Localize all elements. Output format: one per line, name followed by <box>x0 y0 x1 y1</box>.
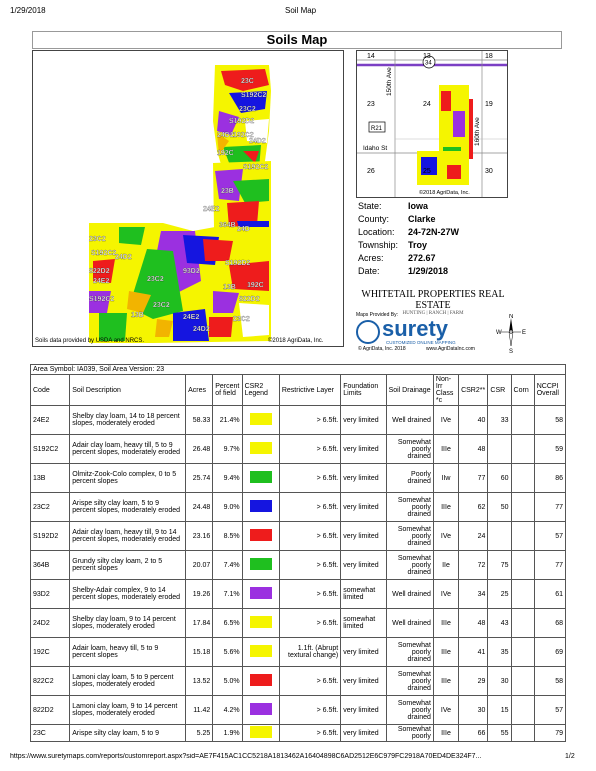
cell-acres: 19.26 <box>186 580 213 609</box>
column-header: Percent of field <box>213 375 242 406</box>
cell-acres: 5.25 <box>186 725 213 742</box>
cell-cls: IIw <box>433 464 458 493</box>
cell-code: 24E2 <box>31 406 70 435</box>
column-header: Soil Drainage <box>386 375 433 406</box>
cell-desc: Adair clay loam, heavy till, 9 to 14 percent slopes, moderately eroded <box>70 522 186 551</box>
cell-acres: 20.07 <box>186 551 213 580</box>
column-header: Soil Description <box>70 375 186 406</box>
cell-corn <box>511 406 534 435</box>
cell-found: very limited <box>341 638 386 667</box>
footer-url[interactable]: https://www.suretymaps.com/reports/customreport.aspx?sid=AE7F415AC1CC5218A1813462A16404898C6AD2512E6C979FC2918A70ED4DE324F7... <box>10 753 482 760</box>
cell-restr: > 6.5ft. <box>279 667 340 696</box>
cell-pct: 8.5% <box>213 522 242 551</box>
cell-drain: Somewhat poorly <box>386 725 433 742</box>
table-row <box>31 725 566 742</box>
cell-acres: 11.42 <box>186 696 213 725</box>
surety-sub: CUSTOMIZED ONLINE MAPPING <box>386 340 456 345</box>
csr2-legend-swatch <box>250 587 272 599</box>
soil-map-label: 24D <box>237 226 250 233</box>
cell-acres: 17.84 <box>186 609 213 638</box>
info-key: Location: <box>358 227 395 237</box>
cell-csr2: 34 <box>459 580 488 609</box>
cell-corn <box>511 725 534 742</box>
location-map-credit: ©2018 AgriData, Inc. <box>419 190 470 196</box>
table-row <box>31 667 566 696</box>
csr2-legend-swatch <box>250 471 272 483</box>
cell-csr2: 24 <box>459 522 488 551</box>
cell-code: 822C2 <box>31 667 70 696</box>
cell-code: 93D2 <box>31 580 70 609</box>
cell-drain: Well drained <box>386 406 433 435</box>
soil-map-label: 24D2 <box>115 254 132 261</box>
table-body <box>31 406 566 742</box>
cell-found: somewhat limited <box>341 580 386 609</box>
cell-found: very limited <box>341 725 386 742</box>
cell-drain: Somewhat poorly drained <box>386 493 433 522</box>
info-row <box>358 200 459 213</box>
soil-map-label: 23C <box>241 78 254 85</box>
table-row <box>31 580 566 609</box>
maps-provided-label: Maps Provided By: <box>356 312 398 318</box>
cell-code: 23C <box>31 725 70 742</box>
section-number: 23 <box>367 101 375 108</box>
cell-code: 192C <box>31 638 70 667</box>
cell-corn <box>511 435 534 464</box>
cell-cls: IVe <box>433 580 458 609</box>
print-date: 1/29/2018 <box>10 6 46 15</box>
cell-found: somewhat limited <box>341 609 386 638</box>
cell-csr2: 30 <box>459 696 488 725</box>
soil-map-label: 24E2 <box>203 206 220 213</box>
cell-pct: 6.5% <box>213 609 242 638</box>
cell-nccpi: 57 <box>534 696 565 725</box>
cell-corn <box>511 522 534 551</box>
cell-code: S192C2 <box>31 435 70 464</box>
cell-csr2: 29 <box>459 667 488 696</box>
cell-restr: > 6.5ft. <box>279 725 340 742</box>
cell-desc: Lamoni clay loam, 5 to 9 percent slopes, moderately eroded <box>70 667 186 696</box>
cell-nccpi: 58 <box>534 667 565 696</box>
info-row <box>358 226 459 239</box>
csr2-legend-swatch <box>250 442 272 454</box>
cell-csr: 50 <box>488 493 511 522</box>
cell-csr2: 40 <box>459 406 488 435</box>
soil-map-label: 192C2 <box>233 132 254 139</box>
column-header: Code <box>31 375 70 406</box>
column-header: Corn <box>511 375 534 406</box>
cell-code: 822D2 <box>31 696 70 725</box>
cell-csr: 60 <box>488 464 511 493</box>
compass-icon <box>496 314 526 354</box>
cell-nccpi: 59 <box>534 435 565 464</box>
surety-wordmark: surety <box>382 316 449 341</box>
footer-page: 1/2 <box>565 753 575 760</box>
cell-nccpi: 79 <box>534 725 565 742</box>
print-title: Soil Map <box>285 6 317 15</box>
info-value: 24-72N-27W <box>408 227 460 237</box>
column-header: Acres <box>186 375 213 406</box>
cell-nccpi: 77 <box>534 551 565 580</box>
cell-found: very limited <box>341 435 386 464</box>
csr2-legend-cell <box>242 580 279 609</box>
cell-cls: IIIe <box>433 609 458 638</box>
us-highway-shield: 34 <box>425 60 432 67</box>
cell-desc: Adair clay loam, heavy till, 5 to 9 percent slopes, moderately eroded <box>70 435 186 464</box>
cell-pct: 7.4% <box>213 551 242 580</box>
cell-found: very limited <box>341 493 386 522</box>
column-header: Restrictive Layer <box>279 375 340 406</box>
info-value: Iowa <box>408 201 429 211</box>
location-map-graphic <box>357 51 507 197</box>
cell-corn <box>511 551 534 580</box>
section-number: 14 <box>367 53 375 60</box>
soil-map-label: 822D2 <box>239 296 260 303</box>
section-number: 25 <box>423 168 431 175</box>
surety-url: www.AgriDataInc.com <box>426 346 475 352</box>
cell-pct: 9.4% <box>213 464 242 493</box>
cell-acres: 25.74 <box>186 464 213 493</box>
cell-code: 13B <box>31 464 70 493</box>
info-row <box>358 252 459 265</box>
cell-nccpi: 57 <box>534 522 565 551</box>
csr2-legend-swatch <box>250 558 272 570</box>
cell-cls: IVe <box>433 696 458 725</box>
cell-found: very limited <box>341 406 386 435</box>
cell-drain: Somewhat poorly drained <box>386 522 433 551</box>
soil-map-label: 23C2 <box>239 106 256 113</box>
page-title: Soils Map <box>32 31 562 49</box>
cell-csr2: 48 <box>459 609 488 638</box>
soils-map-graphic <box>33 51 343 346</box>
road-label: Idaho St <box>363 145 388 152</box>
cell-csr2: 48 <box>459 435 488 464</box>
cell-cls: IVe <box>433 406 458 435</box>
cell-restr: > 6.5ft. <box>279 580 340 609</box>
table-row <box>31 435 566 464</box>
cell-acres: 26.48 <box>186 435 213 464</box>
cell-code: 24D2 <box>31 609 70 638</box>
soil-map-label: 23C2 <box>89 236 106 243</box>
info-key: State: <box>358 201 382 211</box>
lower-block <box>89 223 271 343</box>
cell-cls: IIIe <box>433 435 458 464</box>
cell-restr: > 6.5ft. <box>279 551 340 580</box>
cell-csr2: 77 <box>459 464 488 493</box>
cell-acres: 24.48 <box>186 493 213 522</box>
whitetail-sub: HUNTING | RANCH | FARM <box>402 311 464 316</box>
section-number: 19 <box>485 101 493 108</box>
section-number: 24 <box>423 101 431 108</box>
cell-drain: Well drained <box>386 609 433 638</box>
info-row <box>358 239 459 252</box>
cell-pct: 4.2% <box>213 696 242 725</box>
cell-cls: IVe <box>433 522 458 551</box>
soil-map-label: S192D2 <box>225 260 251 267</box>
cell-drain: Somewhat poorly drained <box>386 696 433 725</box>
csr2-legend-cell <box>242 609 279 638</box>
soil-map-label: 364B <box>219 222 236 229</box>
cell-corn <box>511 696 534 725</box>
cell-csr <box>488 522 511 551</box>
section-number: 18 <box>485 53 493 60</box>
cell-nccpi: 58 <box>534 406 565 435</box>
info-value: Clarke <box>408 214 436 224</box>
csr2-legend-cell <box>242 493 279 522</box>
info-row <box>358 213 459 226</box>
csr2-legend-swatch <box>250 413 272 425</box>
soil-map-label: 24D2 <box>193 326 210 333</box>
csr2-legend-cell <box>242 435 279 464</box>
section-number: 26 <box>367 168 375 175</box>
cell-csr: 25 <box>488 580 511 609</box>
whitetail-name: WHITETAIL PROPERTIES REAL ESTATE <box>361 289 505 311</box>
csr2-legend-cell <box>242 522 279 551</box>
cell-acres: 15.18 <box>186 638 213 667</box>
soils-map[interactable] <box>32 50 344 347</box>
soil-map-label: S192C2 <box>91 250 117 257</box>
column-header: Non-Irr Class *c <box>433 375 458 406</box>
cell-corn <box>511 464 534 493</box>
csr2-legend-swatch <box>250 500 272 512</box>
cell-nccpi: 69 <box>534 638 565 667</box>
column-header: CSR2 Legend <box>242 375 279 406</box>
cell-restr: > 6.5ft. <box>279 522 340 551</box>
cell-cls: IIIe <box>433 493 458 522</box>
soil-map-label: S192C2 <box>241 92 267 99</box>
cell-csr: 33 <box>488 406 511 435</box>
cell-corn <box>511 580 534 609</box>
info-key: County: <box>358 214 390 224</box>
cell-cls: IIe <box>433 551 458 580</box>
soil-map-label: 23C2 <box>233 316 250 323</box>
cell-csr: 30 <box>488 667 511 696</box>
cell-csr: 55 <box>488 725 511 742</box>
cell-csr: 75 <box>488 551 511 580</box>
cell-cls: IIIe <box>433 638 458 667</box>
csr2-legend-swatch <box>250 703 272 715</box>
section-number: 30 <box>485 168 493 175</box>
cell-pct: 21.4% <box>213 406 242 435</box>
csr2-legend-cell <box>242 551 279 580</box>
info-key: Acres: <box>358 253 384 263</box>
cell-csr: 15 <box>488 696 511 725</box>
cell-desc: Grundy silty clay loam, 2 to 5 percent slopes <box>70 551 186 580</box>
soil-map-label: S192C2 <box>243 164 269 171</box>
cell-nccpi: 86 <box>534 464 565 493</box>
cell-csr2: 66 <box>459 725 488 742</box>
cell-desc: Arispe silty clay loam, 5 to 9 percent slopes, moderately eroded <box>70 493 186 522</box>
column-header: CSR2** <box>459 375 488 406</box>
cell-restr: > 6.5ft. <box>279 696 340 725</box>
table-row <box>31 522 566 551</box>
csr2-legend-cell <box>242 464 279 493</box>
info-value: Troy <box>408 240 428 250</box>
section-number: 13 <box>423 53 431 60</box>
cell-cls: IIIe <box>433 667 458 696</box>
info-key: Township: <box>358 240 399 250</box>
cell-corn <box>511 493 534 522</box>
county-road-shield: R21 <box>371 126 383 132</box>
table-row <box>31 696 566 725</box>
csr2-legend-cell <box>242 667 279 696</box>
cell-csr2: 72 <box>459 551 488 580</box>
road-label: 160th Ave <box>474 117 481 146</box>
cell-desc: Adair loam, heavy till, 5 to 9 percent slopes <box>70 638 186 667</box>
cell-pct: 7.1% <box>213 580 242 609</box>
cell-drain: Somewhat poorly drained <box>386 667 433 696</box>
soil-map-label: S192C2 <box>89 296 115 303</box>
cell-acres: 23.16 <box>186 522 213 551</box>
cell-found: very limited <box>341 464 386 493</box>
cell-csr: 43 <box>488 609 511 638</box>
cell-found: very limited <box>341 667 386 696</box>
soil-map-label: 93D2 <box>183 268 200 275</box>
cell-nccpi: 68 <box>534 609 565 638</box>
table-row <box>31 638 566 667</box>
cell-desc: Lamoni clay loam, 9 to 14 percent slopes, moderately eroded <box>70 696 186 725</box>
soils-table <box>30 364 566 742</box>
table-header-row <box>31 375 566 406</box>
info-key: Date: <box>358 266 380 276</box>
csr2-legend-swatch <box>250 726 272 738</box>
soil-map-label: 23C2 <box>153 302 170 309</box>
cell-drain: Somewhat poorly drained <box>386 638 433 667</box>
column-header: CSR <box>488 375 511 406</box>
cell-pct: 5.6% <box>213 638 242 667</box>
cell-csr <box>488 435 511 464</box>
table-row <box>31 493 566 522</box>
cell-desc: Arispe silty clay loam, 5 to 9 <box>70 725 186 742</box>
cell-desc: Shelby clay loam, 9 to 14 percent slopes, moderately eroded <box>70 609 186 638</box>
cell-found: very limited <box>341 551 386 580</box>
cell-pct: 1.9% <box>213 725 242 742</box>
info-value: 1/29/2018 <box>408 266 449 276</box>
cell-drain: Well drained <box>386 580 433 609</box>
map-credit-left: Soils data provided by USDA and NRCS. <box>35 338 145 344</box>
info-row <box>358 265 459 278</box>
cell-code: S192D2 <box>31 522 70 551</box>
compass-letter: E <box>522 330 526 336</box>
soil-map-label: 13B <box>131 312 144 319</box>
cell-csr: 35 <box>488 638 511 667</box>
location-map[interactable] <box>356 50 508 198</box>
table-row <box>31 609 566 638</box>
cell-nccpi: 61 <box>534 580 565 609</box>
cell-cls: IIIe <box>433 725 458 742</box>
soil-map-label: 192C <box>247 282 264 289</box>
csr2-legend-swatch <box>250 529 272 541</box>
soil-map-label: 24E2 <box>183 314 200 321</box>
column-header: NCCPI Overall <box>534 375 565 406</box>
cell-corn <box>511 609 534 638</box>
cell-found: very limited <box>341 696 386 725</box>
csr2-legend-cell <box>242 725 279 742</box>
csr2-legend-swatch <box>250 616 272 628</box>
soil-map-label: 822D2 <box>89 268 110 275</box>
csr2-legend-swatch <box>250 645 272 657</box>
surety-copyright: © AgriData, Inc. 2018 <box>358 346 406 352</box>
road-label: 150th Ave <box>386 67 393 96</box>
cell-restr: > 6.5ft. <box>279 435 340 464</box>
table-row <box>31 551 566 580</box>
soil-map-label: 23B <box>221 188 234 195</box>
cell-code: 23C2 <box>31 493 70 522</box>
cell-desc: Shelby-Adair complex, 9 to 14 percent slopes, moderately eroded <box>70 580 186 609</box>
map-credit-right: ©2018 AgriData, Inc. <box>268 338 324 344</box>
surety-globe-icon <box>356 320 380 344</box>
soil-map-label: 23C2 <box>147 276 164 283</box>
soil-map-label: 24E2 <box>93 278 110 285</box>
cell-restr: 1.1ft. (Abrupt textural change) <box>279 638 340 667</box>
cell-corn <box>511 667 534 696</box>
cell-pct: 5.0% <box>213 667 242 696</box>
info-value: 272.67 <box>408 253 436 263</box>
cell-csr2: 41 <box>459 638 488 667</box>
cell-found: very limited <box>341 522 386 551</box>
table-row <box>31 464 566 493</box>
cell-desc: Shelby clay loam, 14 to 18 percent slopes, moderately eroded <box>70 406 186 435</box>
compass-letter: W <box>496 330 502 336</box>
cell-pct: 9.0% <box>213 493 242 522</box>
csr2-legend-cell <box>242 638 279 667</box>
compass-letter: S <box>509 349 514 354</box>
cell-csr2: 62 <box>459 493 488 522</box>
cell-acres: 58.33 <box>186 406 213 435</box>
info-panel <box>358 200 459 278</box>
csr2-legend-cell <box>242 696 279 725</box>
cell-pct: 9.7% <box>213 435 242 464</box>
cell-restr: > 6.5ft. <box>279 464 340 493</box>
cell-restr: > 6.5ft. <box>279 493 340 522</box>
soil-map-label: 192C <box>217 150 234 157</box>
cell-corn <box>511 638 534 667</box>
area-symbol: Area Symbol: IA039, Soil Area Version: 23 <box>31 365 566 375</box>
csr2-legend-swatch <box>250 674 272 686</box>
cell-drain: Poorly drained <box>386 464 433 493</box>
cell-restr: > 6.5ft. <box>279 609 340 638</box>
cell-drain: Somewhat poorly drained <box>386 435 433 464</box>
cell-nccpi: 77 <box>534 493 565 522</box>
cell-acres: 13.52 <box>186 667 213 696</box>
soil-map-label: 13B <box>223 284 236 291</box>
cell-drain: Somewhat poorly drained <box>386 551 433 580</box>
soil-map-label: 24D2 <box>249 138 266 145</box>
soil-map-label: 24D2 <box>217 132 234 139</box>
compass-letter: N <box>509 314 514 320</box>
table-row <box>31 406 566 435</box>
column-header: Foundation Limits <box>341 375 386 406</box>
csr2-legend-cell <box>242 406 279 435</box>
cell-restr: > 6.5ft. <box>279 406 340 435</box>
soil-map-label: S192D2 <box>229 118 255 125</box>
cell-code: 364B <box>31 551 70 580</box>
cell-desc: Olmitz-Zook-Colo complex, 0 to 5 percent slopes <box>70 464 186 493</box>
